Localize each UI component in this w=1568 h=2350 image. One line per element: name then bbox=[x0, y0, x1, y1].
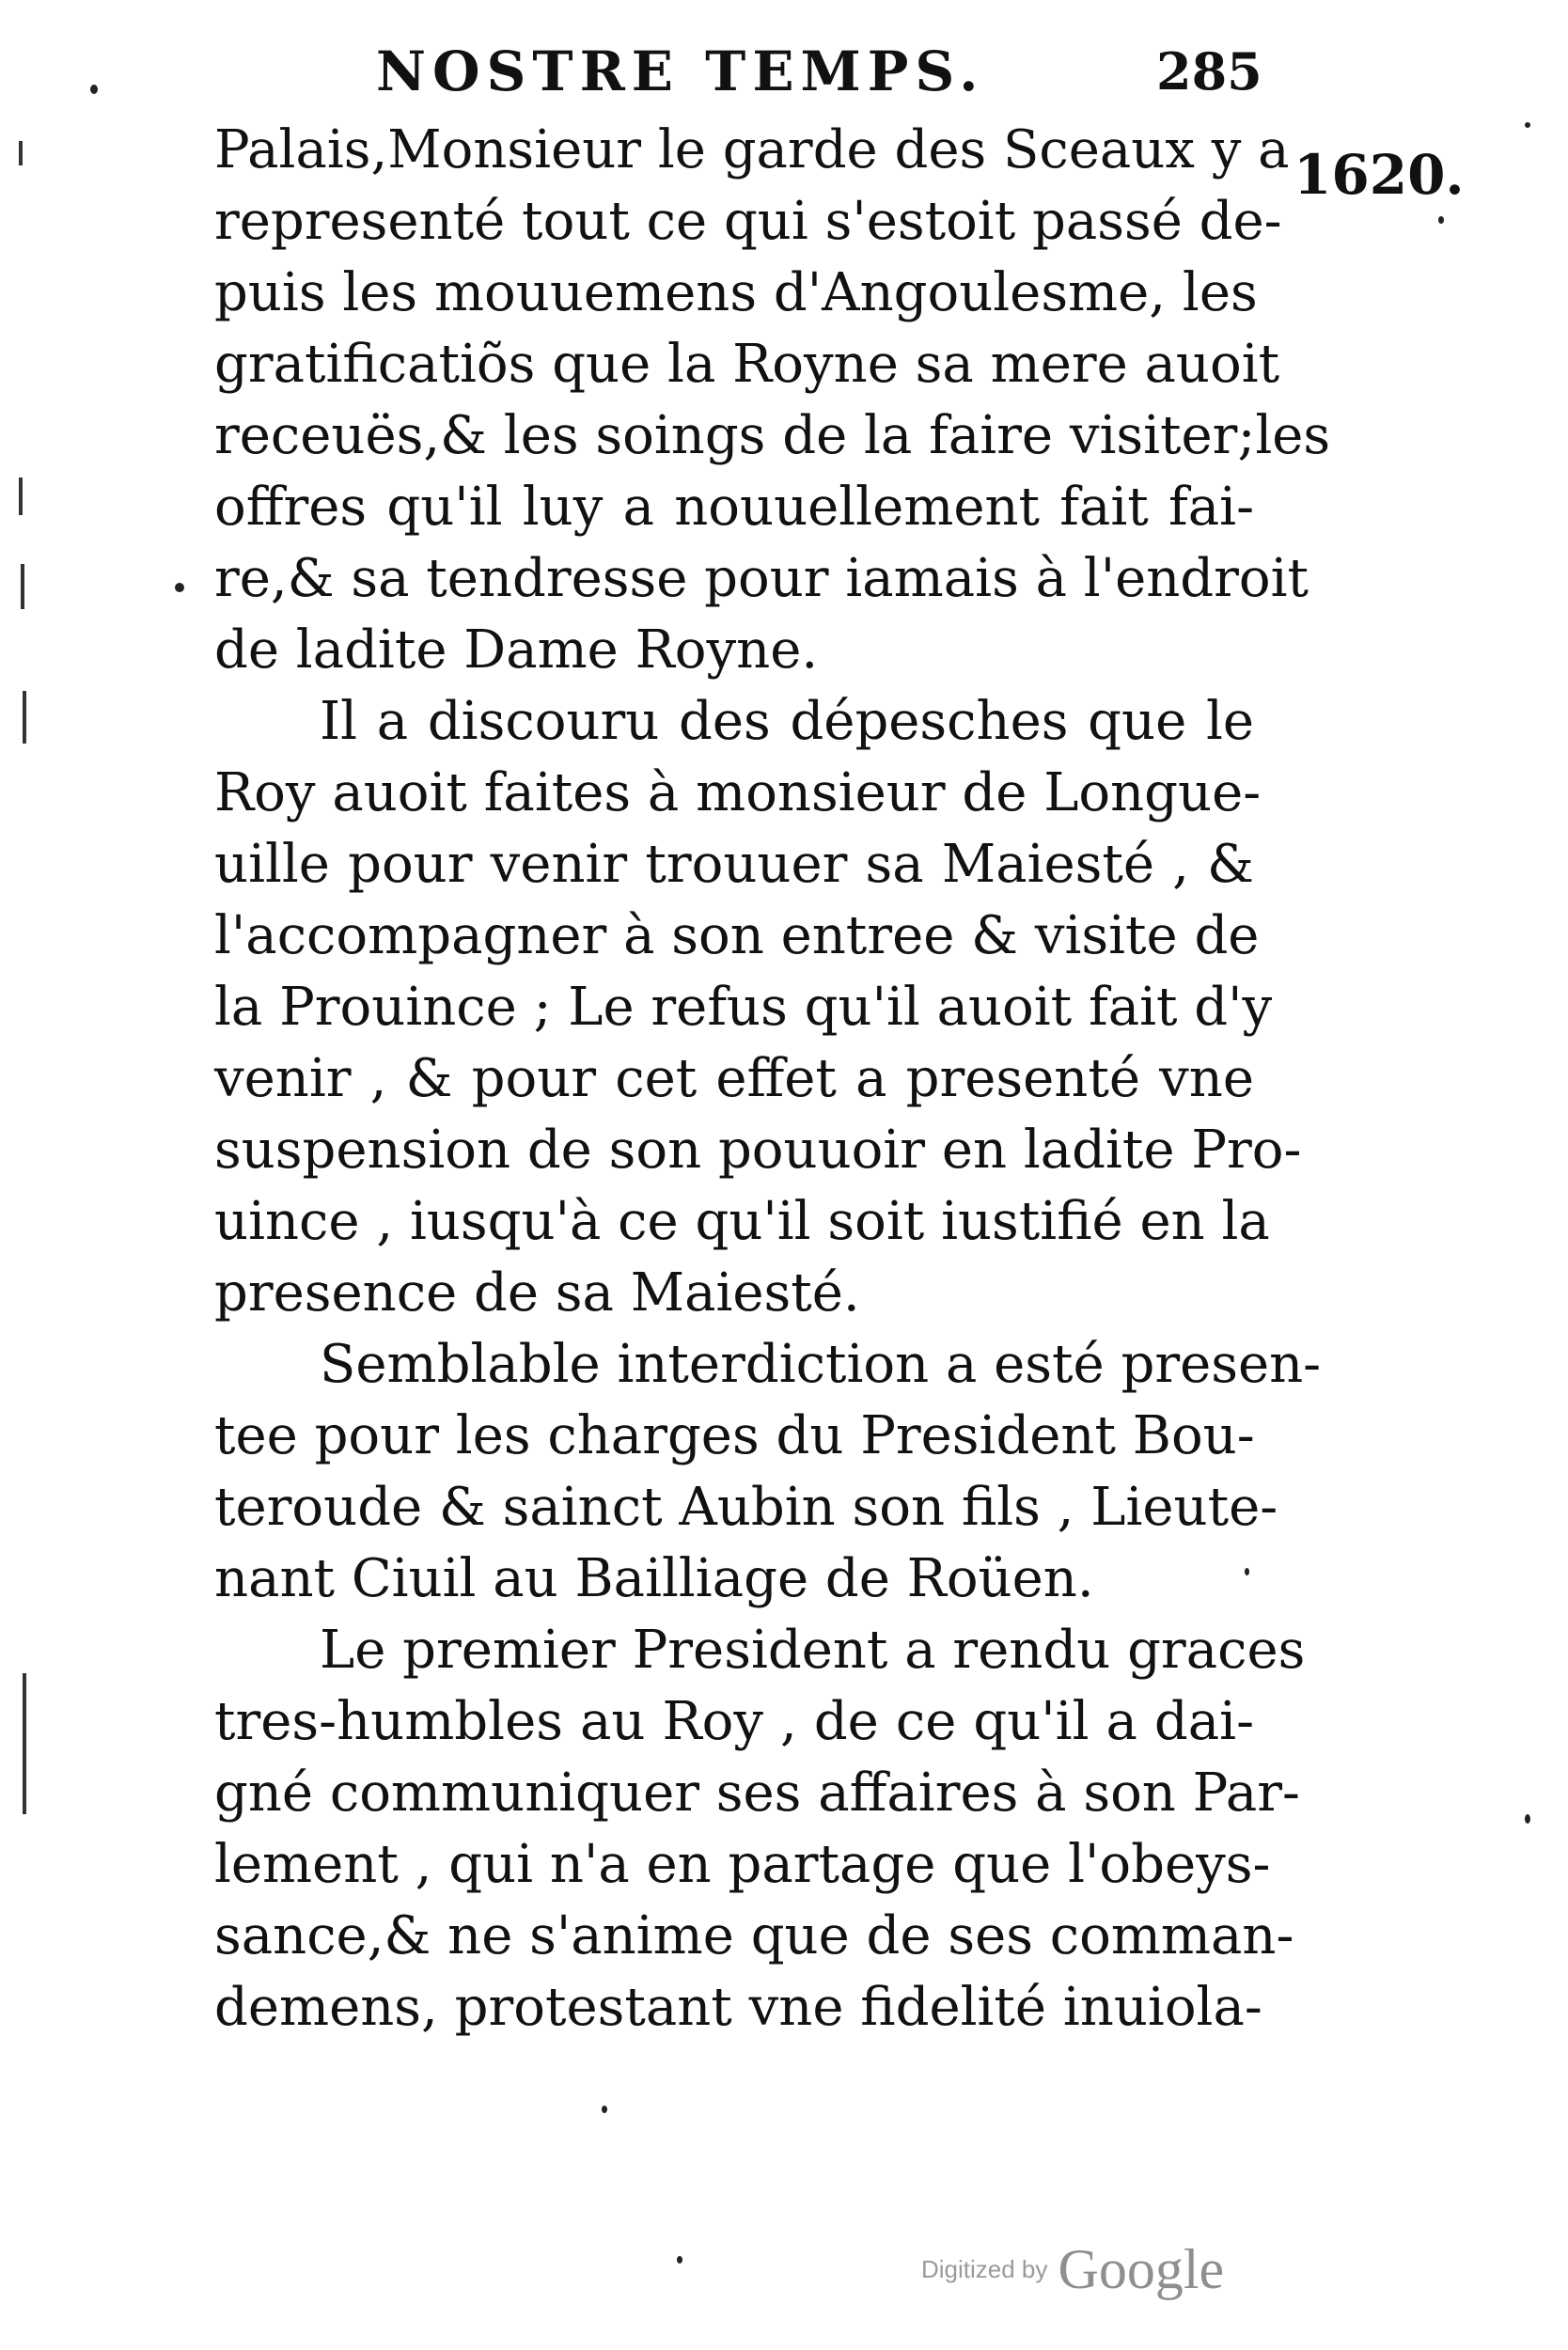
scan-speck bbox=[677, 2256, 682, 2264]
scan-mark bbox=[23, 691, 26, 744]
text-line: demens, protestant vne fidelité inuiola- bbox=[214, 1977, 1262, 2038]
text-line: gratificatiõs que la Royne sa mere auoit bbox=[214, 334, 1280, 395]
text-line: Palais,Monsieur le garde des Sceaux y a bbox=[214, 119, 1290, 180]
scan-speck bbox=[1438, 216, 1444, 224]
text-line: re,& sa tendresse pour iamais à l'endroit bbox=[214, 548, 1309, 609]
page-number: 285 bbox=[1156, 41, 1262, 102]
text-line: Semblable interdiction a esté presen- bbox=[320, 1334, 1322, 1395]
paragraph-3 bbox=[214, 1329, 1322, 1615]
watermark-prefix: Digitized by bbox=[921, 2255, 1048, 2283]
text-line: de ladite Dame Royne. bbox=[214, 619, 819, 681]
scan-speck bbox=[90, 85, 98, 94]
text-line: Le premier President a rendu graces bbox=[320, 1620, 1306, 1681]
text-line: nant Ciuil au Bailliage de Roüen. bbox=[214, 1548, 1094, 1609]
scan-speck bbox=[1245, 1568, 1249, 1575]
text-line: puis les mouuemens d'Angoulesme, les bbox=[214, 262, 1258, 323]
scan-mark bbox=[21, 564, 24, 609]
text-line: la Prouince ; Le refus qu'il auoit fait d'y bbox=[214, 977, 1273, 1038]
scan-speck bbox=[1525, 1814, 1530, 1824]
text-line: gné communiquer ses affaires à son Par- bbox=[214, 1762, 1300, 1824]
scan-mark bbox=[19, 141, 23, 165]
text-line: suspension de son pouuoir en ladite Pro- bbox=[214, 1120, 1302, 1181]
text-line: tee pour les charges du President Bou- bbox=[214, 1405, 1255, 1466]
text-line: tres-humbles au Roy , de ce qu'il a dai- bbox=[214, 1691, 1254, 1752]
text-line: venir , & pour cet effet a presenté vne bbox=[214, 1048, 1254, 1109]
body-text bbox=[214, 115, 1331, 2044]
text-line: sance,& ne s'anime que de ses comman- bbox=[214, 1905, 1294, 1966]
text-line: receuës,& les soings de la faire visiter;les bbox=[214, 405, 1331, 466]
text-line: uille pour venir trouuer sa Maiesté , & bbox=[214, 834, 1254, 895]
text-line: Roy auoit faites à monsieur de Longue- bbox=[214, 762, 1262, 823]
google-logo: Google bbox=[1058, 2238, 1225, 2300]
text-line: lement , qui n'a en partage que l'obeys- bbox=[214, 1834, 1271, 1895]
scan-mark bbox=[19, 478, 23, 515]
scan-mark bbox=[23, 1673, 26, 1814]
margin-year: 1620. bbox=[1294, 143, 1465, 207]
paragraph-4 bbox=[214, 1615, 1306, 2044]
text-line: l'accompagner à son entree & visite de bbox=[214, 905, 1260, 966]
paragraph-2 bbox=[214, 686, 1302, 1329]
text-line: representé tout ce qui s'estoit passé de- bbox=[214, 191, 1282, 252]
text-line: teroude & sainct Aubin son fils , Lieute- bbox=[214, 1477, 1278, 1538]
running-title: NOSTRE TEMPS. bbox=[376, 39, 985, 103]
text-line: offres qu'il luy a nouuellement fait fai- bbox=[214, 477, 1254, 538]
digitized-watermark bbox=[921, 2237, 1224, 2302]
paragraph-1 bbox=[214, 115, 1331, 686]
text-line: presence de sa Maiesté. bbox=[214, 1262, 860, 1324]
text-line: Il a discouru des dépesches que le bbox=[320, 691, 1254, 752]
scan-speck bbox=[175, 583, 184, 592]
scan-speck bbox=[602, 2106, 607, 2113]
scan-speck bbox=[1525, 122, 1530, 128]
text-line: uince , iusqu'à ce qu'il soit iustifié en la bbox=[214, 1191, 1270, 1252]
